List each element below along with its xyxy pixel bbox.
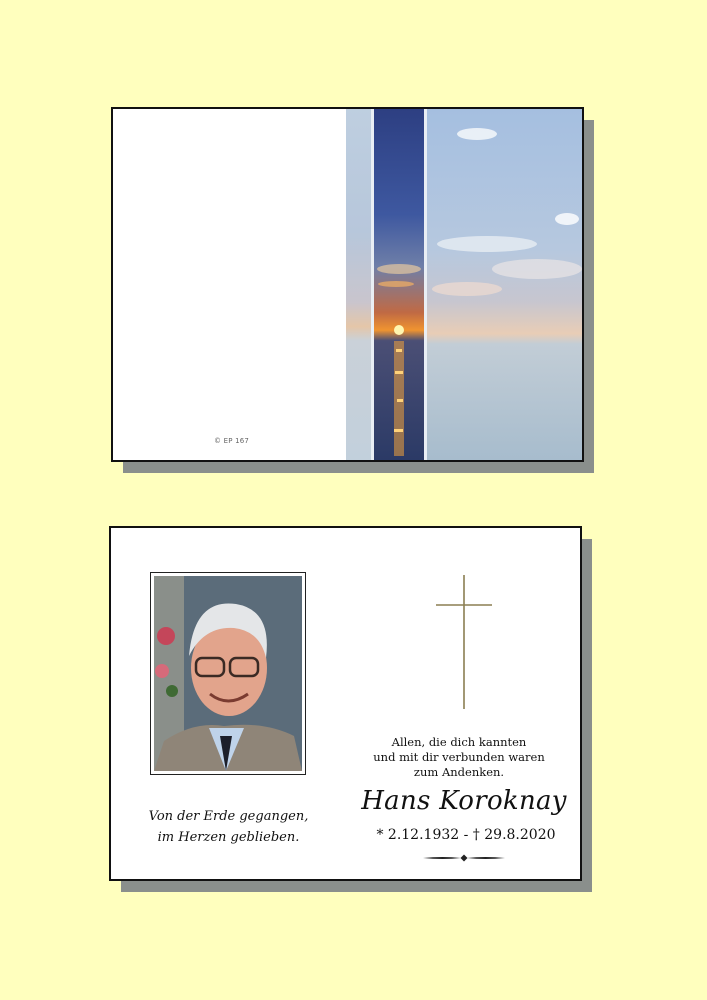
- seascape-strip-center: [374, 109, 424, 460]
- verse-line: zum Andenken.: [413, 765, 505, 779]
- quote-line: Von der Erde gegangen,: [148, 809, 309, 824]
- seascape-strip-left: [346, 109, 371, 460]
- copyright-label: © EP 167: [214, 437, 250, 445]
- ornament-divider-icon: [423, 854, 505, 862]
- cross-icon: [436, 575, 492, 709]
- card-front: [111, 107, 584, 462]
- verse-line: und mit dir verbunden waren: [373, 750, 545, 764]
- verse-line: Allen, die dich kannten: [391, 735, 527, 749]
- dedication-verse: [359, 735, 559, 780]
- quote-line: im Herzen geblieben.: [157, 830, 300, 845]
- deceased-name: Hans Koroknay: [361, 786, 567, 816]
- portrait-frame: [150, 572, 306, 775]
- portrait-photo: [154, 576, 302, 771]
- memorial-quote: [131, 806, 326, 848]
- card-back: [109, 526, 582, 881]
- seascape-strip-right: [427, 109, 582, 460]
- life-dates: * 2.12.1932 - † 29.8.2020: [376, 827, 556, 843]
